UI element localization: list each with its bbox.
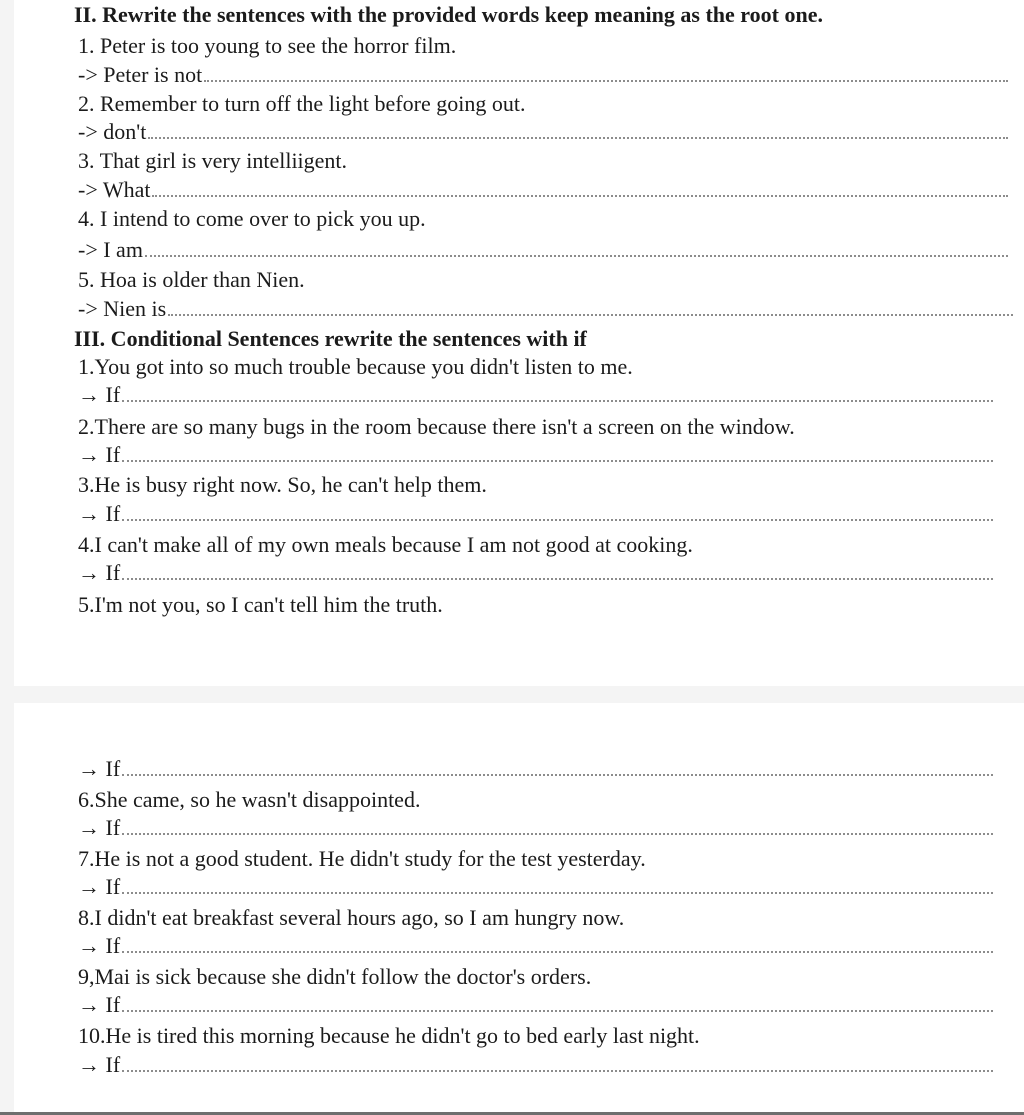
s3-answer-lead: → If — [78, 756, 121, 781]
s2-question-4: 4. I intend to come over to pick you up. — [78, 206, 426, 231]
dotted-answer-line — [152, 195, 1008, 197]
s3-answer-line-7[interactable] — [78, 874, 993, 900]
dotted-answer-line — [122, 1070, 993, 1072]
s2-answer-line-5[interactable] — [78, 296, 1013, 322]
s3-answer-lead: → If — [78, 1052, 121, 1077]
s2-answer-lead-2: -> don't — [78, 119, 147, 144]
s3-answer-line-6[interactable] — [78, 815, 993, 841]
s3-question-7: 7.He is not a good student. He didn't study for the test yesterday. — [78, 846, 646, 871]
s3-answer-line-1[interactable] — [78, 382, 993, 408]
dotted-answer-line — [122, 578, 993, 580]
s3-answer-line-9[interactable] — [78, 992, 993, 1018]
s3-answer-line-8[interactable] — [78, 933, 993, 959]
s2-question-5: 5. Hoa is older than Nien. — [78, 267, 305, 292]
dotted-answer-line — [145, 255, 1008, 257]
s2-question-1: 1. Peter is too young to see the horror film. — [78, 33, 457, 58]
s2-answer-line-3[interactable] — [78, 177, 1008, 203]
s3-answer-line-5[interactable] — [78, 756, 993, 782]
dotted-answer-line — [122, 833, 993, 835]
s2-question-3: 3. That girl is very intelliigent. — [78, 148, 348, 173]
dotted-answer-line — [168, 314, 1013, 316]
s2-answer-lead-1: -> Peter is not — [78, 62, 203, 87]
s3-answer-lead: → If — [78, 501, 121, 526]
dotted-answer-line — [122, 774, 993, 776]
s3-answer-lead: → If — [78, 992, 121, 1017]
s3-question-1: 1.You got into so much trouble because you didn't listen to me. — [78, 354, 633, 379]
dotted-answer-line — [148, 137, 1008, 139]
s3-question-2: 2.There are so many bugs in the room because there isn't a screen on the window. — [78, 414, 795, 439]
s3-answer-line-4[interactable] — [78, 560, 993, 586]
s3-answer-lead: → If — [78, 382, 121, 407]
s3-question-5: 5.I'm not you, so I can't tell him the truth. — [78, 592, 443, 617]
s3-answer-line-2[interactable] — [78, 442, 993, 468]
s3-question-9: 9,Mai is sick because she didn't follow the doctor's orders. — [78, 964, 592, 989]
dotted-answer-line — [122, 519, 993, 521]
s3-question-4: 4.I can't make all of my own meals because I am not good at cooking. — [78, 532, 693, 557]
dotted-answer-line — [204, 80, 1008, 82]
dotted-answer-line — [122, 460, 993, 462]
s2-answer-lead-5: -> Nien is — [78, 296, 167, 321]
dotted-answer-line — [122, 1010, 993, 1012]
s3-answer-lead: → If — [78, 815, 121, 840]
s2-answer-line-1[interactable] — [78, 62, 1008, 88]
worksheet-page-bottom — [14, 703, 1024, 1112]
s3-answer-line-10[interactable] — [78, 1052, 993, 1078]
s2-answer-line-2[interactable] — [78, 119, 1008, 145]
worksheet-page-top — [14, 0, 1024, 686]
s3-answer-lead: → If — [78, 933, 121, 958]
dotted-answer-line — [122, 400, 993, 402]
s3-question-6: 6.She came, so he wasn't disappointed. — [78, 787, 421, 812]
s3-answer-lead: → If — [78, 442, 121, 467]
s3-question-8: 8.I didn't eat breakfast several hours ago, so I am hungry now. — [78, 905, 625, 930]
section-2-heading: II. Rewrite the sentences with the provided words keep meaning as the root one. — [74, 2, 823, 27]
section-3-heading: III. Conditional Sentences rewrite the sentences with if — [74, 326, 587, 351]
s3-answer-line-3[interactable] — [78, 501, 993, 527]
s3-question-3: 3.He is busy right now. So, he can't help them. — [78, 472, 487, 497]
dotted-answer-line — [122, 892, 993, 894]
s2-answer-lead-4: -> I am — [78, 237, 143, 262]
s3-answer-lead: → If — [78, 560, 121, 585]
s2-answer-line-4[interactable] — [78, 237, 1008, 263]
dotted-answer-line — [122, 951, 993, 953]
s3-question-10: 10.He is tired this morning because he didn't go to bed early last night. — [78, 1023, 700, 1048]
s2-answer-lead-3: -> What — [78, 177, 151, 202]
s3-answer-lead: → If — [78, 874, 121, 899]
s2-question-2: 2. Remember to turn off the light before going out. — [78, 91, 526, 116]
